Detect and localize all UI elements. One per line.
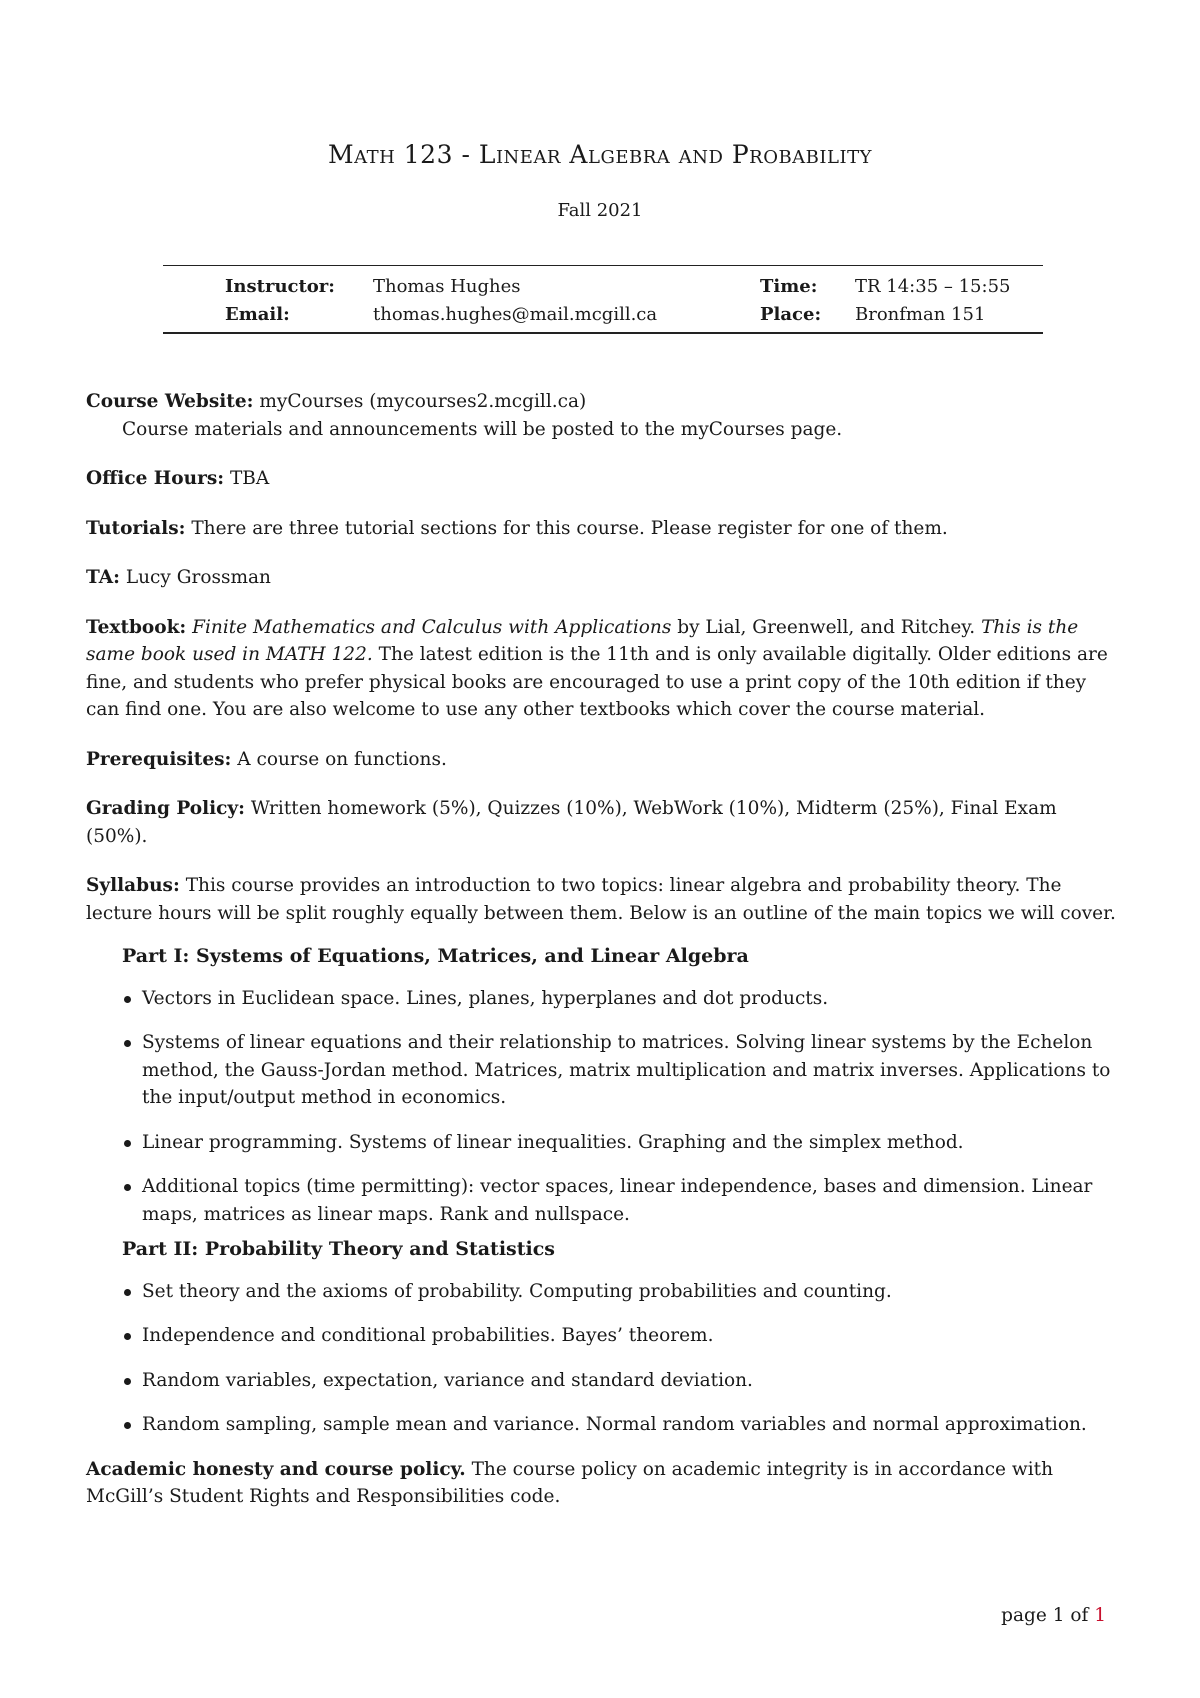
- ta-section: [86, 564, 1120, 592]
- syllabus-label: Syllabus:: [86, 875, 180, 896]
- list-item: Additional topics (time permitting): vector spaces, linear independence, bases and dimension. Linear maps, matrices as linear maps. Rank and nullspace.: [86, 1173, 1120, 1228]
- list-item: Independence and conditional probabilities. Bayes’ theorem.: [86, 1322, 1120, 1350]
- syllabus-text: This course provides an introduction to two topics: linear algebra and probability theory. The lecture hours will be split roughly equally between them. Below is an outline of the main topics we will cover.: [86, 875, 1116, 924]
- page-number: [1001, 1605, 1106, 1626]
- info-row-email: [163, 300, 1043, 328]
- list-item: Systems of linear equations and their relationship to matrices. Solving linear systems by the Echelon method, the Gauss-Jordan method. Matrices, matrix multiplication and matrix inverses. Applications to the input/output method in economics.: [86, 1029, 1120, 1112]
- textbook-label: Textbook:: [86, 616, 187, 638]
- ta-name: Lucy Grossman: [125, 567, 271, 588]
- page-number-prefix: page 1 of: [1001, 1605, 1095, 1626]
- course-info-table: [163, 265, 1043, 334]
- grading-label: Grading Policy:: [86, 798, 245, 819]
- tutorials-label: Tutorials:: [86, 517, 186, 539]
- list-item: Linear programming. Systems of linear inequalities. Graphing and the simplex method.: [86, 1129, 1120, 1157]
- time-label: Time:: [760, 275, 818, 297]
- textbook-title: Finite Mathematics and Calculus with Applications: [192, 616, 672, 638]
- tutorials-section: [86, 515, 1120, 543]
- part-1-title: Part I: Systems of Equations, Matrices, and Linear Algebra: [122, 945, 749, 967]
- list-item: Random sampling, sample mean and variance. Normal random variables and normal approximation.: [86, 1411, 1120, 1439]
- tutorials-text: There are three tutorial sections for this course. Please register for one of them.: [191, 517, 948, 539]
- website-label: Course Website:: [86, 391, 254, 412]
- academic-honesty-text: The course policy on academic integrity is in accordance with McGill’s Student Rights and Responsibilities code.: [86, 1458, 1053, 1507]
- office-hours-value: TBA: [229, 468, 270, 489]
- part-1-topic-list: [86, 985, 1120, 1229]
- website-link: myCourses (mycourses2.mcgill.ca): [259, 391, 587, 412]
- syllabus-section: [86, 872, 1120, 927]
- website-note: Course materials and announcements will be posted to the myCourses page.: [122, 418, 843, 440]
- academic-honesty-section: [86, 1456, 1120, 1511]
- list-item: Vectors in Euclidean space. Lines, planes, hyperplanes and dot products.: [86, 985, 1120, 1013]
- part-2-topic-list: [86, 1278, 1120, 1439]
- place-value: Bronfman 151: [855, 303, 986, 325]
- part-2-title: Part II: Probability Theory and Statistics: [122, 1238, 555, 1260]
- prerequisites-section: [86, 746, 1120, 774]
- academic-honesty-label: Academic honesty and course policy.: [86, 1458, 466, 1480]
- list-item: Set theory and the axioms of probability. Computing probabilities and counting.: [86, 1278, 1120, 1306]
- office-hours-label: Office Hours:: [86, 468, 225, 489]
- office-hours-section: [86, 465, 1120, 493]
- prerequisites-label: Prerequisites:: [86, 748, 232, 770]
- list-item: Random variables, expectation, variance and standard deviation.: [86, 1367, 1120, 1395]
- textbook-section: [86, 614, 1120, 724]
- place-label: Place:: [760, 303, 822, 325]
- time-value: TR 14:35 – 15:55: [855, 275, 1011, 297]
- prerequisites-text: A course on functions.: [237, 748, 447, 770]
- textbook-note: This is the same book used in MATH 122.: [86, 616, 1079, 665]
- email-value: thomas.hughes@mail.mcgill.ca: [373, 303, 658, 325]
- website-section: [86, 388, 1120, 443]
- instructor-name: Thomas Hughes: [373, 275, 521, 297]
- syllabus-body: [86, 388, 1120, 1533]
- page-total-link[interactable]: 1: [1094, 1605, 1106, 1626]
- instructor-label: Instructor:: [225, 275, 335, 297]
- course-title: Math 123 - Linear Algebra and Probability: [328, 140, 872, 169]
- email-label: Email:: [225, 303, 290, 325]
- textbook-details: The latest edition is the 11th and is only available digitally. Older editions are fine, and students who prefer physical books are encouraged to use a print copy of the 10th edition if they can find one. You are also welcome to use any other textbooks which cover the course material.: [86, 644, 1108, 720]
- textbook-authors: by Lial, Greenwell, and Ritchey.: [671, 616, 982, 638]
- grading-text: Written homework (5%), Quizzes (10%), WebWork (10%), Midterm (25%), Final Exam (50%).: [86, 798, 1057, 847]
- grading-section: [86, 795, 1120, 850]
- info-row-instructor: [163, 272, 1043, 300]
- ta-label: TA:: [86, 567, 120, 588]
- course-term: Fall 2021: [557, 200, 643, 221]
